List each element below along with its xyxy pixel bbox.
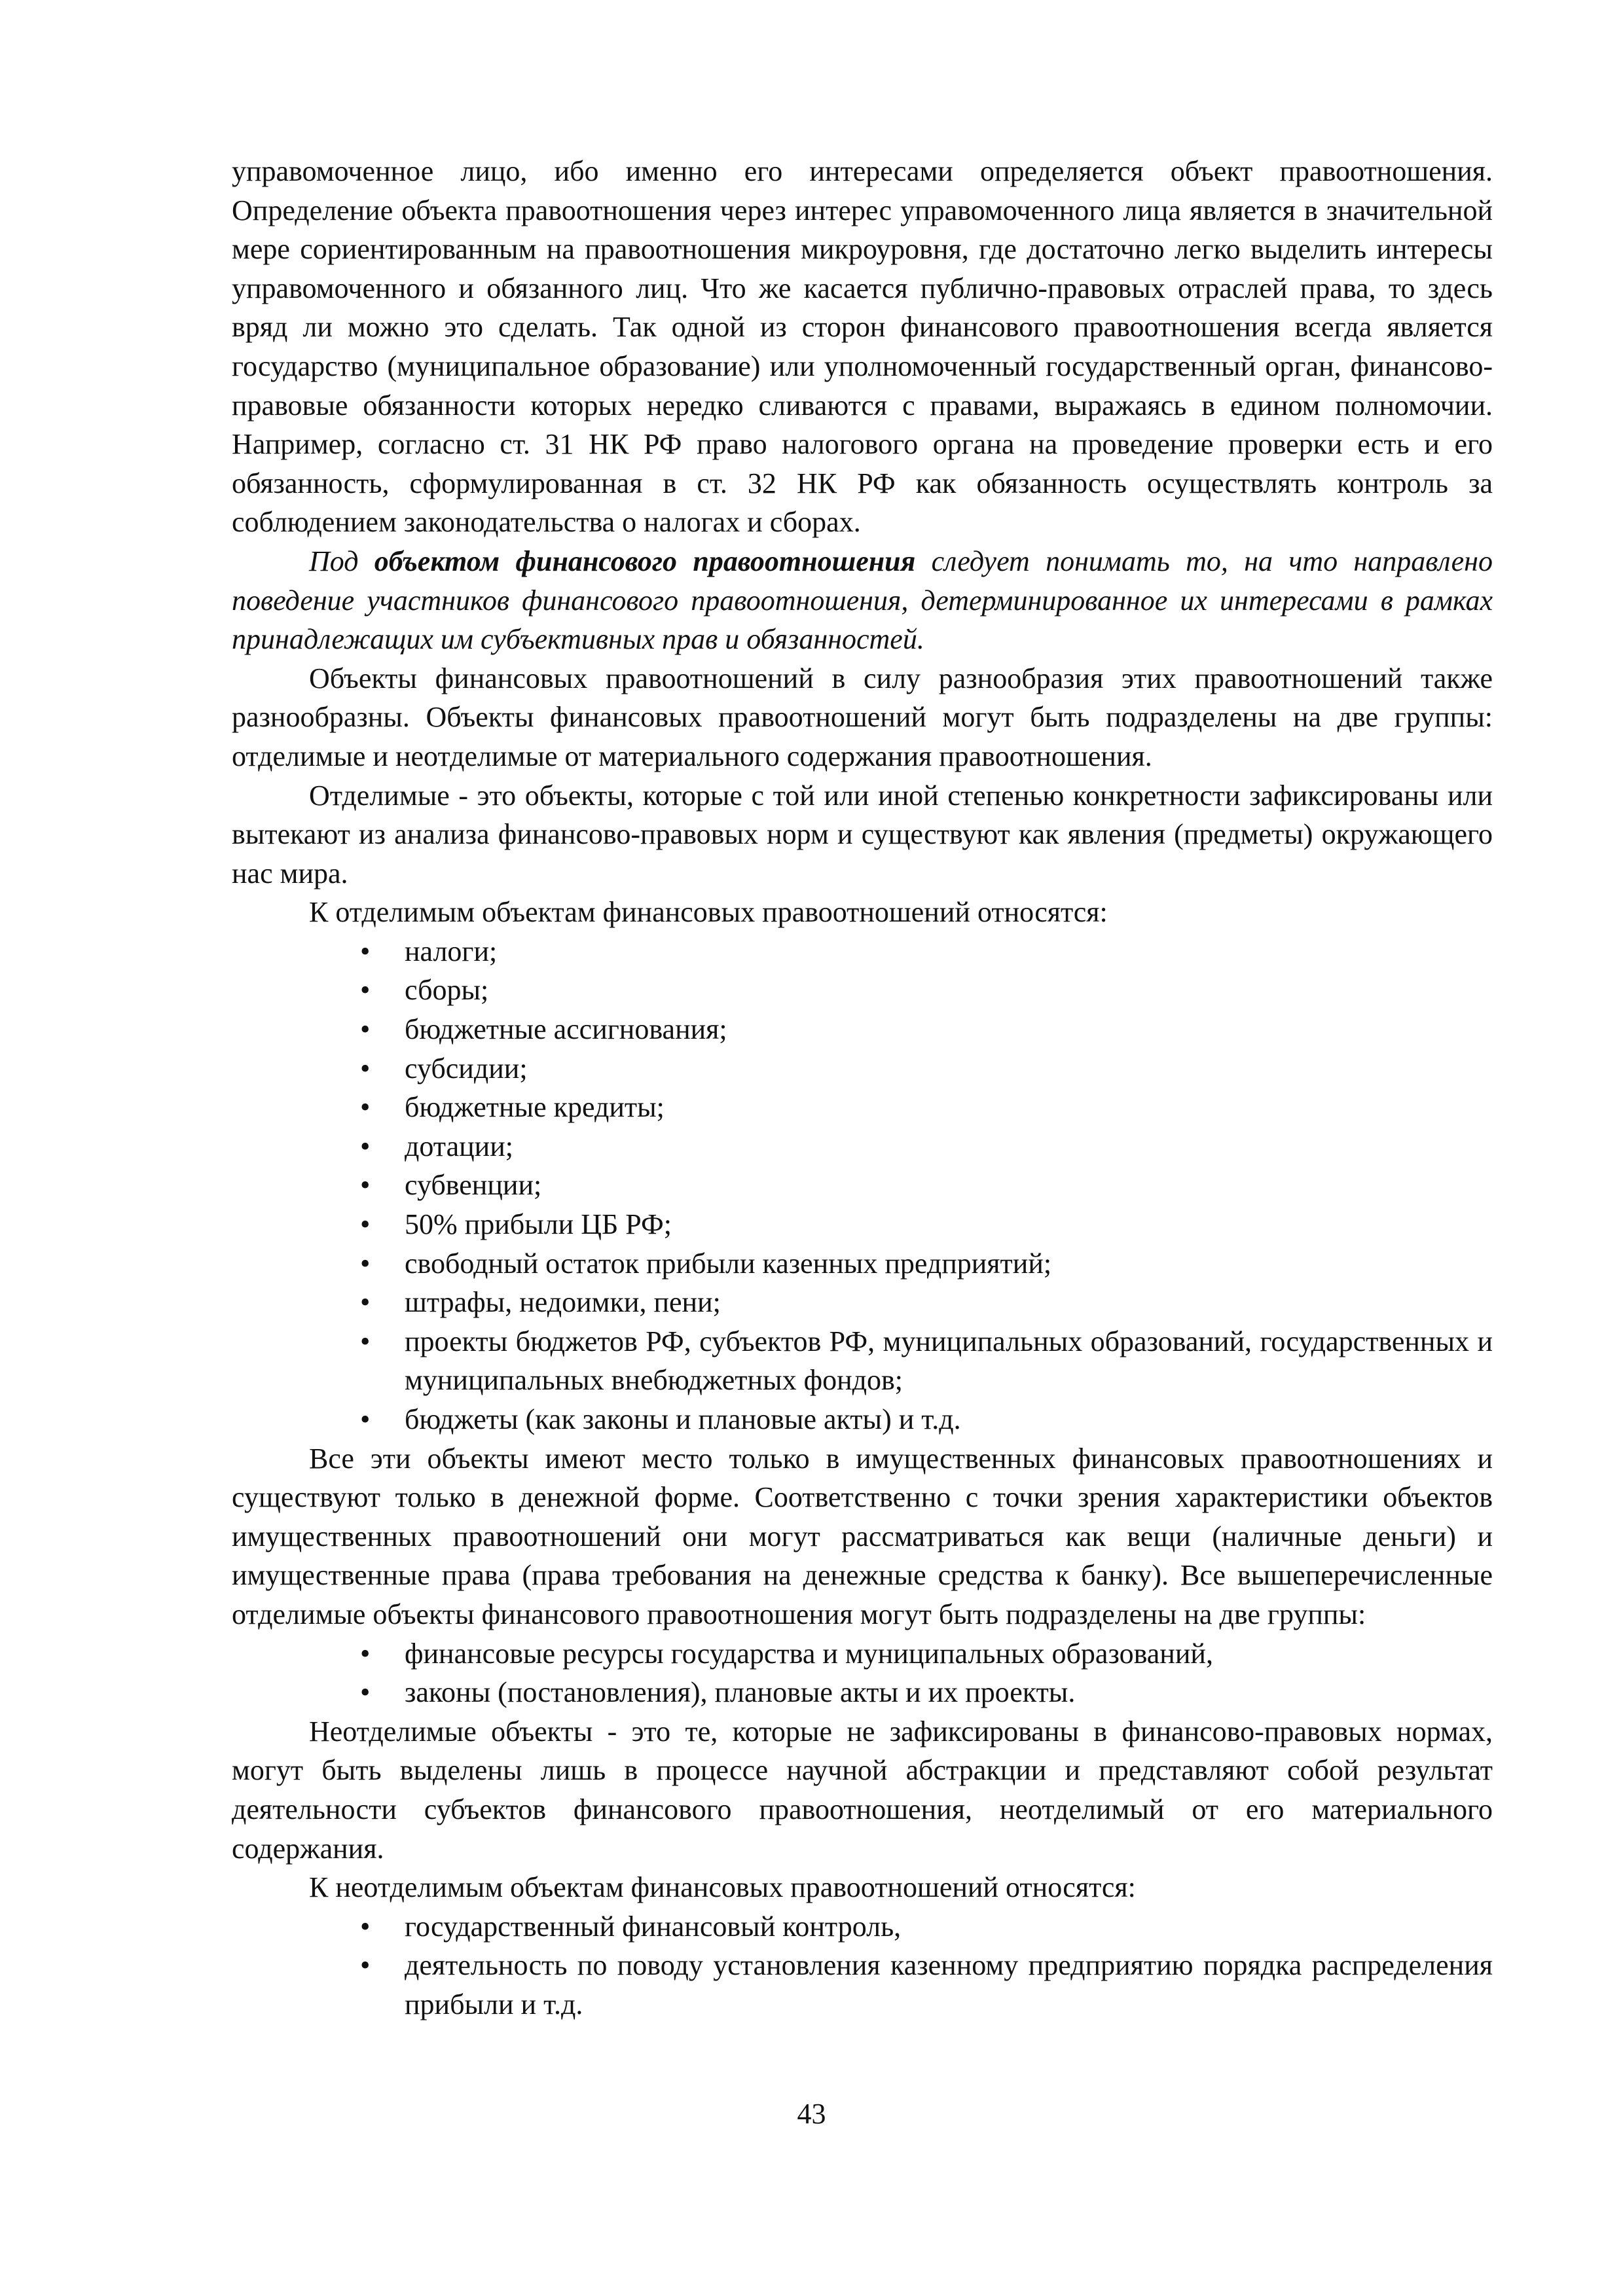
list-item: • субвенции; bbox=[232, 1166, 1493, 1205]
bullet-icon: • bbox=[360, 974, 371, 1007]
paragraph-separable-intro: К отделимым объектам финансовых правоотношений относятся: bbox=[309, 896, 1108, 929]
bullet-icon: • bbox=[360, 1130, 371, 1162]
paragraph-property-relations: Все эти объекты имеют место только в имущественных финансовых правоотношениях и существуют только в денежной форме. Соответственно с точки зрения характеристики объектов имущественных правоотношений они могут рассматриваться как вещи (наличные деньги) и имущественные права (права требования на денежные средства к банку). Все вышеперечисленные отделимые объекты финансового правоотношения могут быть подразделены на две группы: bbox=[232, 1442, 1493, 1630]
list-item: • государственный финансовый контроль, bbox=[232, 1907, 1493, 1946]
bullet-icon: • bbox=[360, 1910, 371, 1943]
bullet-icon: • bbox=[360, 1052, 371, 1085]
paragraph-inseparable-intro: К неотделимым объектам финансовых правоотношений относятся: bbox=[309, 1871, 1136, 1904]
list-item: • законы (постановления), плановые акты и их проекты. bbox=[232, 1673, 1493, 1712]
paragraph-intro: управомоченное лицо, ибо именно его интересами определяется объект правоотношения. Определение объекта правоотношения через интерес управомоченного лица является в значительной мере сориентированным на правоотношения микроуровня, где достаточно легко выделить интересы управомоченного и обязанного лиц. Что же касается публично-правовых отраслей права, то здесь вряд ли можно это сделать. Так одной из сторон финансового правоотношения всегда является государство (муниципальное образование) или уполномоченный государственный орган, финансово-правовые обязанности которых нередко сливаются с правами, выражаясь в едином полномочии. Например, согласно ст. 31 НК РФ право налогового органа на проведение проверки есть и его обязанность, сформулированная в ст. 32 НК РФ как обязанность осуществлять контроль за соблюдением законодательства о налогах и сборах. bbox=[232, 155, 1493, 539]
bullet-icon: • bbox=[360, 1949, 371, 1982]
list-item: • 50% прибыли ЦБ РФ; bbox=[232, 1205, 1493, 1244]
list-item: • сборы; bbox=[232, 971, 1493, 1010]
paragraph-objects-variety: Объекты финансовых правоотношений в силу разнообразия этих правоотношений также разнообразны. Объекты финансовых правоотношений могут быть подразделены на две группы: отделимые и неотделимые от материального содержания правоотношения. bbox=[232, 662, 1493, 772]
page-number: 43 bbox=[797, 2098, 826, 2130]
bullet-icon: • bbox=[360, 1676, 371, 1709]
list-item: • бюджетные ассигнования; bbox=[232, 1010, 1493, 1049]
list-item: • дотации; bbox=[232, 1127, 1493, 1166]
bullet-icon: • bbox=[360, 1325, 371, 1357]
list-item: • деятельность по поводу установления казенному предприятию порядка распределения прибыли и т.д. bbox=[232, 1946, 1493, 2024]
list-item: • бюджеты (как законы и плановые акты) и т.д. bbox=[232, 1400, 1493, 1439]
bullet-icon: • bbox=[360, 1013, 371, 1046]
list-item: • субсидии; bbox=[232, 1049, 1493, 1088]
bullet-icon: • bbox=[360, 1247, 371, 1280]
two-groups-list bbox=[232, 1634, 1493, 1712]
paragraph-inseparable-definition: Неотделимые объекты - это те, которые не зафиксированы в финансово-правовых нормах, могут быть выделены лишь в процессе научной абстракции и представляют собой результат деятельности субъектов финансового правоотношения, неотделимый от его материального содержания. bbox=[232, 1715, 1493, 1865]
bullet-icon: • bbox=[360, 1169, 371, 1202]
paragraph-separable-definition: Отделимые - это объекты, которые с той или иной степенью конкретности зафиксированы или вытекают из анализа финансово-правовых норм и существуют как явления (предметы) окружающего нас мира. bbox=[232, 779, 1493, 889]
paragraph-definition bbox=[232, 542, 1493, 659]
list-item: • штрафы, недоимки, пени; bbox=[232, 1283, 1493, 1322]
bullet-icon: • bbox=[360, 1286, 371, 1319]
definition-lead: Под bbox=[309, 545, 374, 577]
definition-rest: следует понимать то, на что направлено поведение участников финансового правоотношения, детерминированное их интересами в рамках принадлежащих им субъективных прав и обязанностей. bbox=[232, 545, 1493, 656]
bullet-icon: • bbox=[360, 1208, 371, 1241]
bullet-icon: • bbox=[360, 1091, 371, 1124]
document-page bbox=[232, 152, 1493, 2024]
bullet-icon: • bbox=[360, 935, 371, 967]
bullet-icon: • bbox=[360, 1637, 371, 1670]
bullet-icon: • bbox=[360, 1403, 371, 1435]
list-item: • налоги; bbox=[232, 932, 1493, 971]
definition-term: объектом финансового правоотношения bbox=[374, 545, 916, 577]
list-item: • свободный остаток прибыли казенных предприятий; bbox=[232, 1244, 1493, 1283]
inseparable-objects-list bbox=[232, 1907, 1493, 2024]
list-item: • финансовые ресурсы государства и муниципальных образований, bbox=[232, 1634, 1493, 1674]
list-item: • проекты бюджетов РФ, субъектов РФ, муниципальных образований, государственных и муниципальных внебюджетных фондов; bbox=[232, 1322, 1493, 1400]
list-item: • бюджетные кредиты; bbox=[232, 1088, 1493, 1127]
separable-objects-list bbox=[232, 932, 1493, 1439]
